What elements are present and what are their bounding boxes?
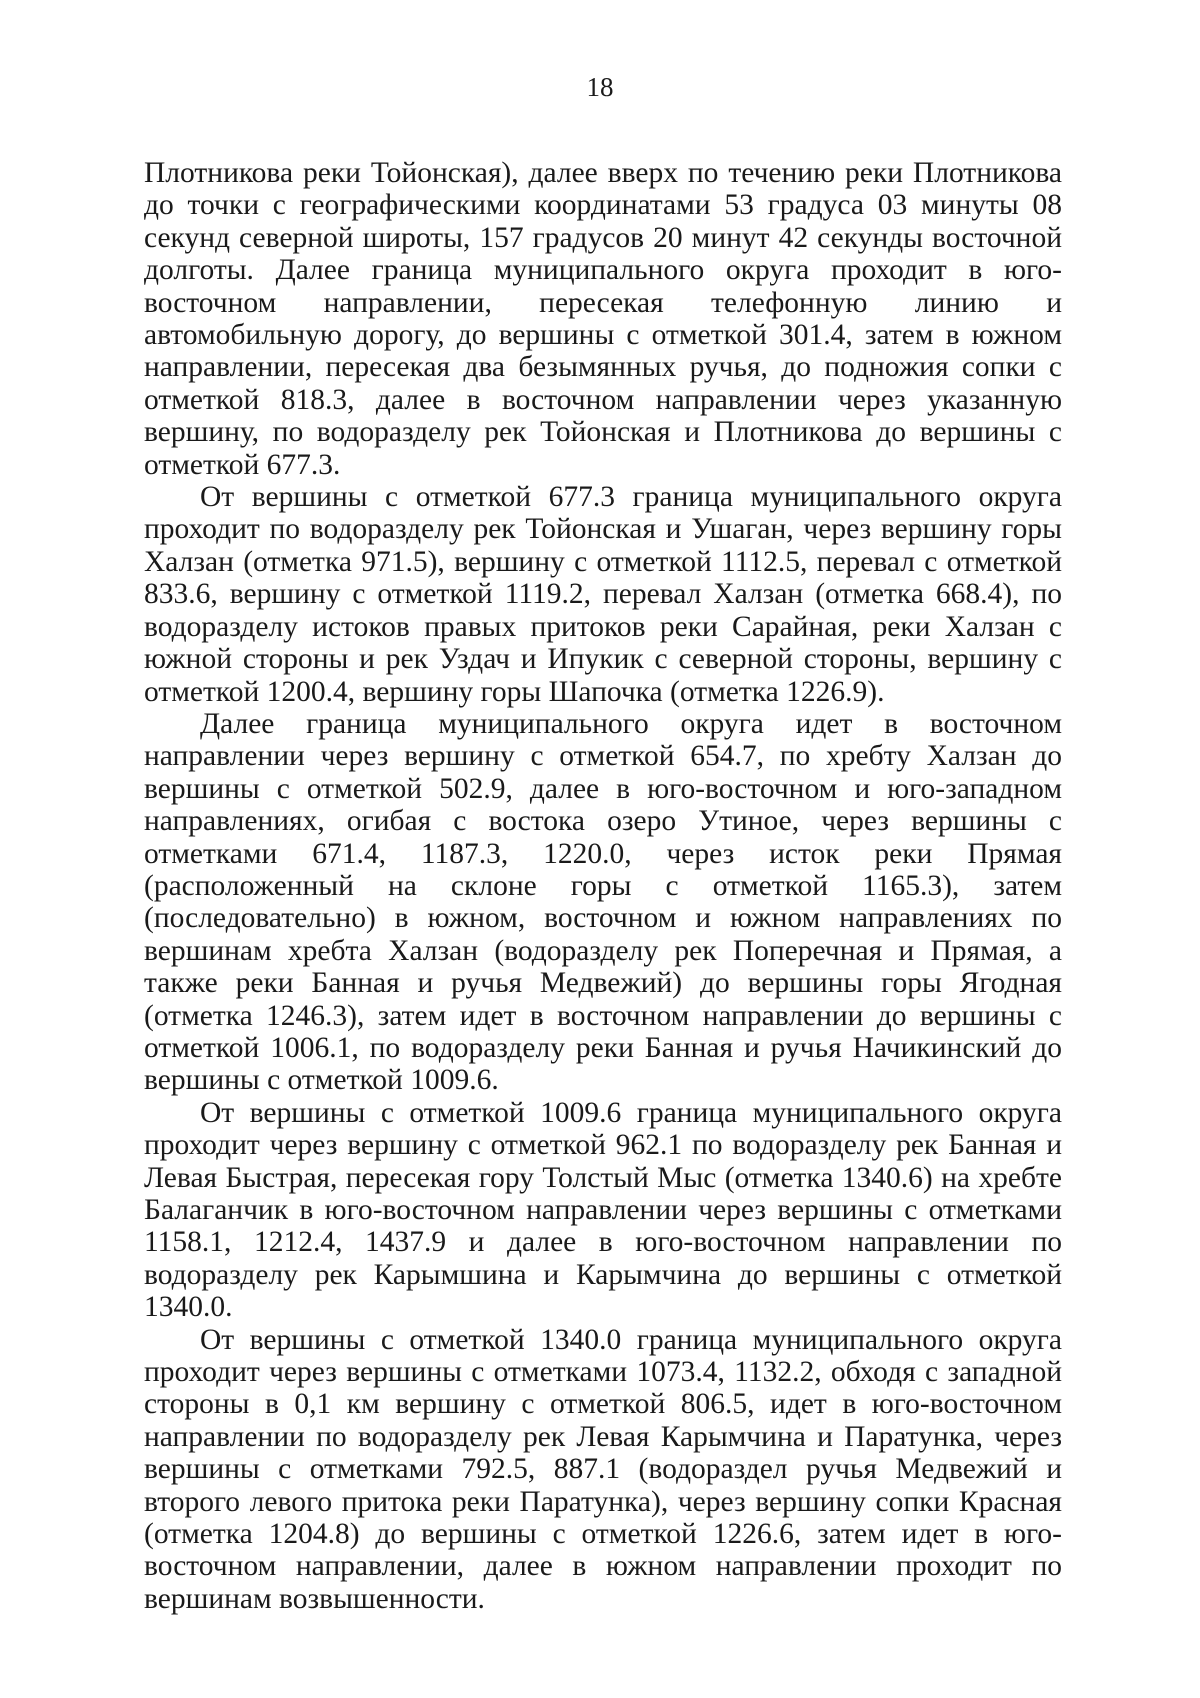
page-number: 18: [586, 72, 614, 102]
paragraph: От вершины с отметкой 1009.6 граница муниципального округа проходит через вершину с отметкой 962.1 по водоразделу рек Банная и Левая Быстрая, пересекая гору Толстый Мыс (отметка 1340.6) на хребте Балаганчик в юго-восточном направлении через вершины с отметками 1158.1, 1212.4, 1437.9 и далее в юго-восточном направлении по водоразделу рек Карымшина и Карымчина до вершины с отметкой 1340.0.: [144, 1096, 1062, 1324]
paragraph: От вершины с отметкой 677.3 граница муниципального округа проходит по водоразделу рек Тойонская и Ушаган, через вершину горы Халзан (отметка 971.5), вершину с отметкой 1112.5, перевал с отметкой 833.6, вершину с отметкой 1119.2, перевал Халзан (отметка 668.4), по водоразделу истоков правых притоков реки Сарайная, реки Халзан с южной стороны и рек Уздач и Ипукик с северной стороны, вершину с отметкой 1200.4, вершину горы Шапочка (отметка 1226.9).: [144, 481, 1062, 708]
paragraph: От вершины с отметкой 1340.0 граница муниципального округа проходит через вершины с отметками 1073.4, 1132.2, обходя с западной стороны в 0,1 км вершину с отметкой 806.5, идет в юго-восточном направлении по водоразделу рек Левая Карымчина и Паратунка, через вершины с отметками 792.5, 887.1 (водораздел ручья Медвежий и второго левого притока реки Паратунка), через вершину сопки Красная (отметка 1204.8) до вершины с отметкой 1226.6, затем идет в юго-восточном направлении, далее в южном направлении проходит по вершинам возвышенности.: [144, 1323, 1062, 1615]
paragraph: Далее граница муниципального округа идет в восточном направлении через вершину с отметкой 654.7, по хребту Халзан до вершины с отметкой 502.9, далее в юго-восточном и юго-западном направлениях, огибая с востока озеро Утиное, через вершины с отметками 671.4, 1187.3, 1220.0, через исток реки Прямая (расположенный на склоне горы с отметкой 1165.3), затем (последовательно) в южном, восточном и южном направлениях по вершинам хребта Халзан (водоразделу рек Поперечная и Прямая, а также реки Банная и ручья Медвежий) до вершины горы Ягодная (отметка 1246.3), затем идет в восточном направлении до вершины с отметкой 1006.1, по водоразделу реки Банная и ручья Начикинский до вершины с отметкой 1009.6.: [144, 707, 1062, 1097]
paragraph-continuation: Плотникова реки Тойонская), далее вверх по течению реки Плотникова до точки с географическими координатами 53 градуса 03 минуты 08 секунд северной широты, 157 градусов 20 минут 42 секунды восточной долготы. Далее граница муниципального округа проходит в юго-восточном направлении, пересекая телефонную линию и автомобильную дорогу, до вершины с отметкой 301.4, затем в южном направлении, пересекая два безымянных ручья, до подножия сопки с отметкой 818.3, далее в восточном направлении через указанную вершину, по водоразделу рек Тойонская и Плотникова до вершины с отметкой 677.3.: [144, 157, 1062, 481]
document-body: [144, 157, 1062, 1615]
